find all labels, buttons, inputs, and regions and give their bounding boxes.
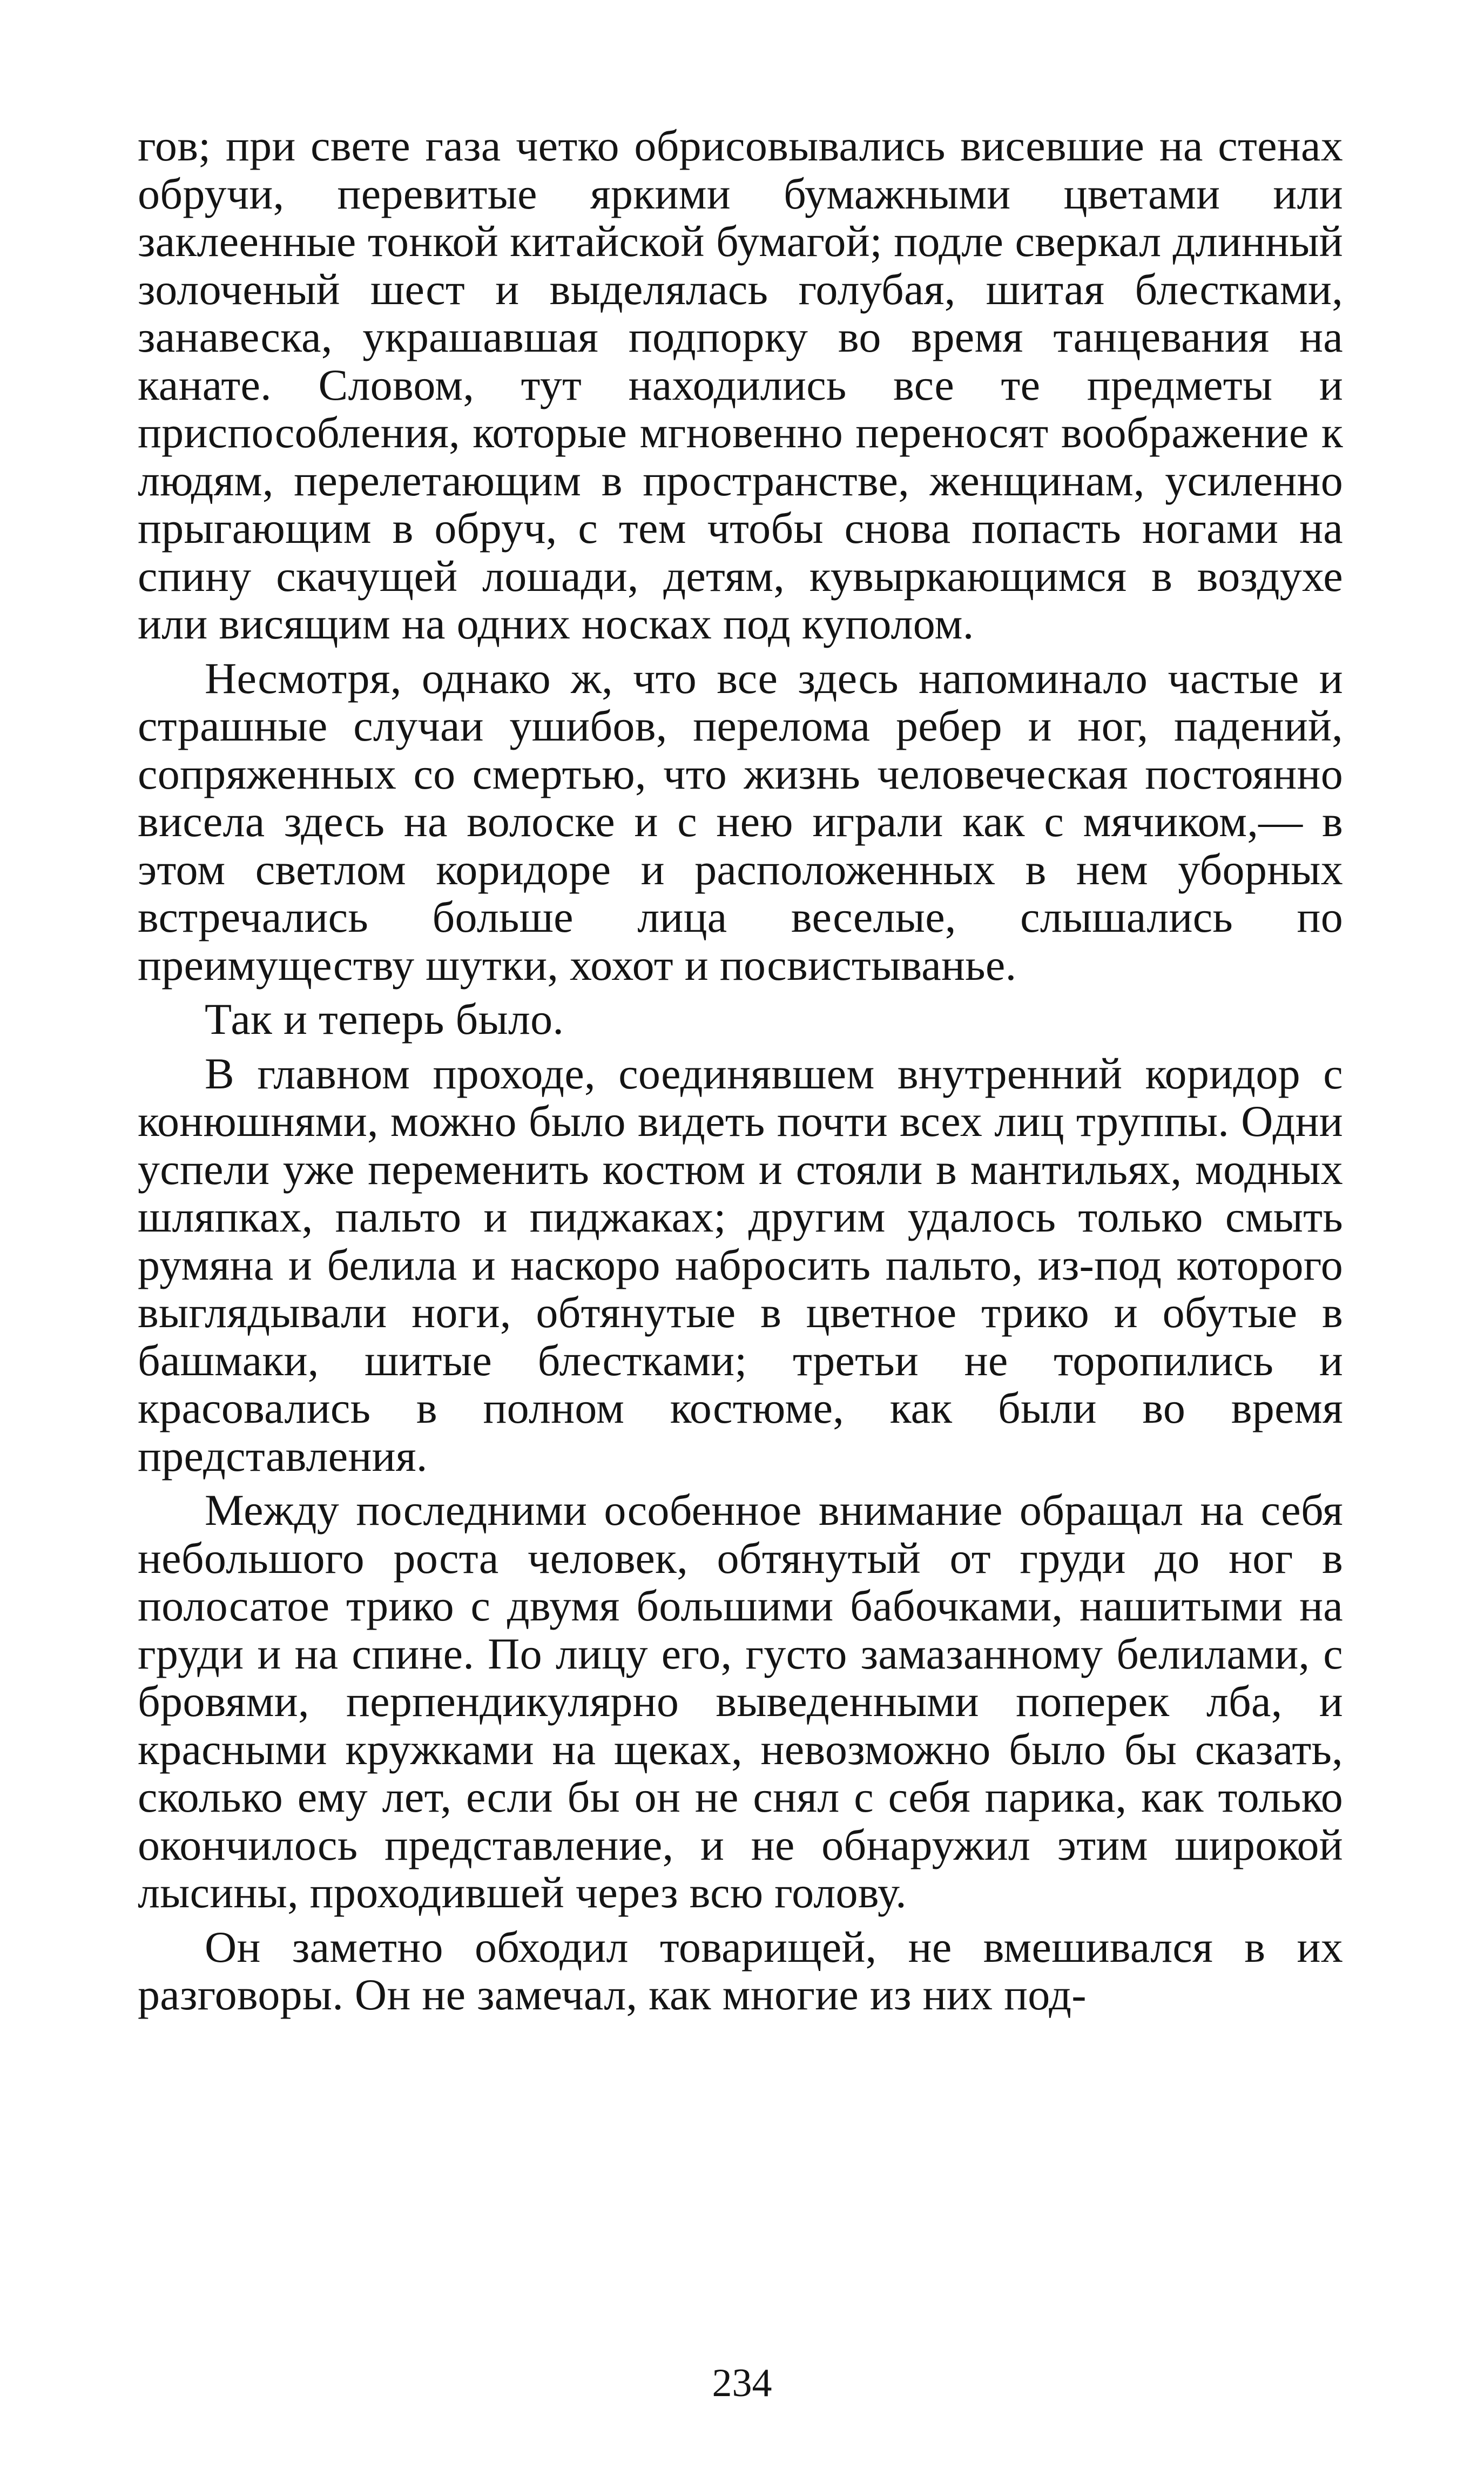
paragraph: Он заметно обходил товарищей, не вмешивался в их разговоры. Он не замечал, как многие из них под- (138, 1922, 1343, 2019)
paragraph: Так и теперь было. (205, 994, 564, 1044)
paragraph: Несмотря, однако ж, что все здесь напоминало частые и страшные случаи ушибов, перелома ребер и ног, падений, сопряженных со смертью, что жизнь человеческая постоянно висела здесь на волоске и с нею играли как с мячиком,— в этом светлом коридоре и расположенных в нем уборных встречались больше лица веселые, слышались по преимуществу шутки, хохот и посвистыванье. (138, 653, 1343, 990)
body-text (138, 122, 1343, 2019)
paragraph: Между последними особенное внимание обращал на себя небольшого роста человек, обтянутый от груди до ног в полосатое трико с двумя большими бабочками, нашитыми на груди и на спине. По лицу его, густо замазанному белилами, с бровями, перпендикулярно выведенными поперек лба, и красными кружками на щеках, невозможно было бы сказать, сколько ему лет, если бы он не снял с себя парика, как только окончилось представление, и не обнаружил этим широкой лысины, проходившей через всю голову. (138, 1485, 1343, 1917)
page-number: 234 (712, 2361, 772, 2405)
paragraph: В главном проходе, соединявшем внутренний коридор с конюшнями, можно было видеть почти всех лиц труппы. Одни успели уже переменить костюм и стояли в мантильях, модных шляпках, пальто и пиджаках; другим удалось только смыть румяна и белила и наскоро набросить пальто, из-под которого выглядывали ноги, обтянутые в цветное трико и обутые в башмаки, шитые блестками; третьи не торопились и красовались в полном костюме, как были во время представления. (138, 1048, 1343, 1481)
paragraph-continuation: гов; при свете газа четко обрисовывались висевшие на стенах обручи, перевитые яркими бумажными цветами или заклеенные тонкой китайской бумагой; подле сверкал длинный золоченый шест и выделялась голубая, шитая блестками, занавеска, украшавшая подпорку во время танцевания на канате. Словом, тут находились все те предметы и приспособления, которые мгновенно переносят воображение к людям, перелетающим в пространстве, женщинам, усиленно прыгающим в обруч, с тем чтобы снова попасть ногами на спину скачущей лошади, детям, кувыркающимся в воздухе или висящим на одних носках под куполом. (138, 121, 1343, 648)
